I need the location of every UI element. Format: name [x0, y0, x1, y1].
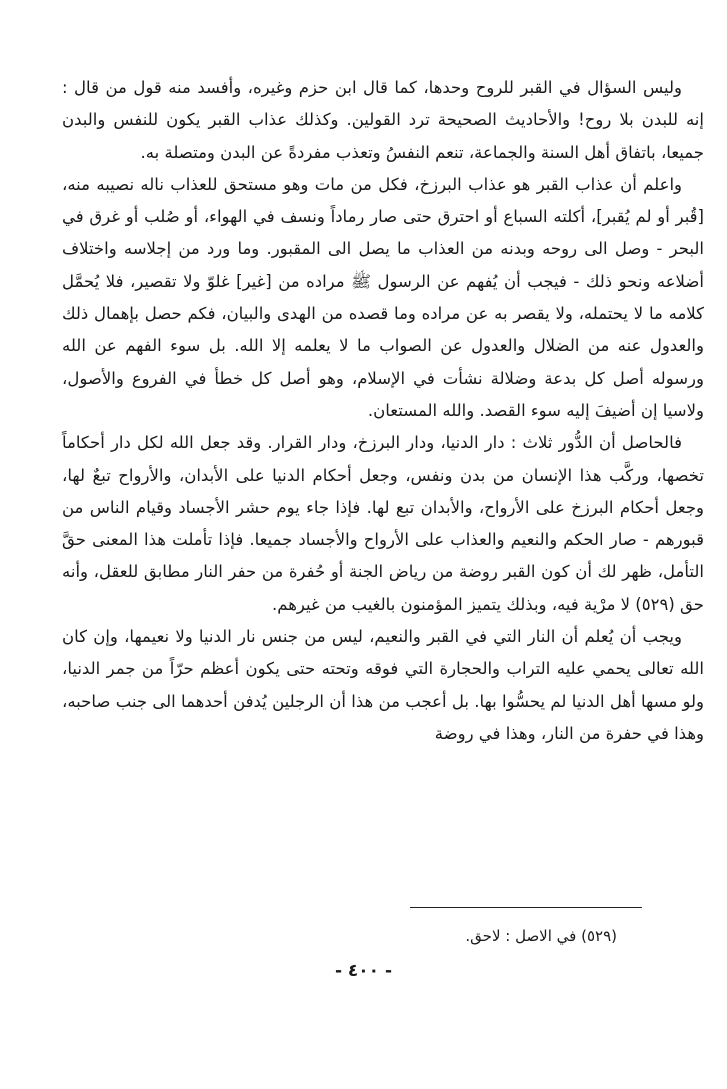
footnote-divider	[410, 907, 642, 908]
page-number: - ٤٠٠ -	[334, 961, 393, 981]
main-text	[62, 72, 704, 750]
paragraph-three-abodes: فالحاصل أن الدُّور ثلاث : دار الدنيا، ودار البرزخ، ودار القرار. وقد جعل الله لكل دار أحكاماً تخصها، وركَّب هذا الإنسان من بدن ونفس، وجعل أحكام الدنيا على الأبدان، والأرواح تبعٌ لها، وجعل أحكام البرزخ على الأرواح، والأبدان تبع لها. فإذا جاء يوم حشر الأجساد وقيام الناس من قبورهم - صار الحكم والنعيم والعذاب على الأرواح والأجساد جميعا. فإذا تأملت هذا المعنى حقَّ التأمل، ظهر لك أن كون القبر روضة من رياض الجنة أو حُفرة من حفر النار مطابق للعقل، وأنه حق (٥٢٩) لا مرْية فيه، وبذلك يتميز المؤمنون بالغيب من غيرهم.	[62, 433, 704, 614]
paragraph-soul-body-questioning: وليس السؤال في القبر للروح وحدها، كما قال ابن حزم وغيره، وأفسد منه قول من قال : إنه للبدن بلا روح! والأحاديث الصحيحة ترد القولين. وكذلك عذاب القبر يكون للنفس والبدن جميعا، باتفاق أهل السنة والجماعة، تنعم النفسُ وتعذب مفردةً عن البدن ومتصلة به.	[62, 78, 704, 162]
paragraph-barzakh-punishment: واعلم أن عذاب القبر هو عذاب البرزخ، فكل من مات وهو مستحق للعذاب ناله نصيبه منه، [قُبر أو لم يُقبر]، أكلته السباع أو احترق حتى صار رماداً ونسف في الهواء، أو صُلب أو غرق في البحر - وصل الى روحه وبدنه من العذاب ما يصل الى المقبور. وما ورد من إجلاسه واختلاف أضلاعه ونحو ذلك - فيجب أن يُفهم عن الرسول ﷺ مراده من [غير] غلوّ ولا تقصير، فلا يُحمَّل كلامه ما لا يحتمله، ولا يقصر به عن مراده وما قصده من الهدى والبيان، فكم حصل بإهمال ذلك والعدول عنه من الضلال والعدول عن الصواب ما لا يعلمه إلا الله. بل سوء الفهم عن الله ورسوله أصل كل بدعة وضلالة نشأت في الإسلام، وهو أصل كل خطأ في الفروع والأصول، ولاسيا إن أضيفَ إليه سوء القصد. والله المستعان.	[62, 174, 704, 420]
footnote: (٥٢٩) في الاصل : لاحق.	[465, 927, 617, 945]
paragraph-grave-fire: ويجب أن يُعلم أن النار التي في القبر والنعيم، ليس من جنس نار الدنيا ولا نعيمها، وإن كان الله تعالى يحمي عليه التراب والحجارة التي فوقه وتحته حتى يكون أعظم حرّاً من جمر الدنيا، ولو مسها أهل الدنيا لم يحسُّوا بها. بل أعجب من هذا أن الرجلين يُدفن أحدهما الى جنب صاحبه، وهذا في حفرة من النار، وهذا في روضة	[62, 627, 704, 743]
